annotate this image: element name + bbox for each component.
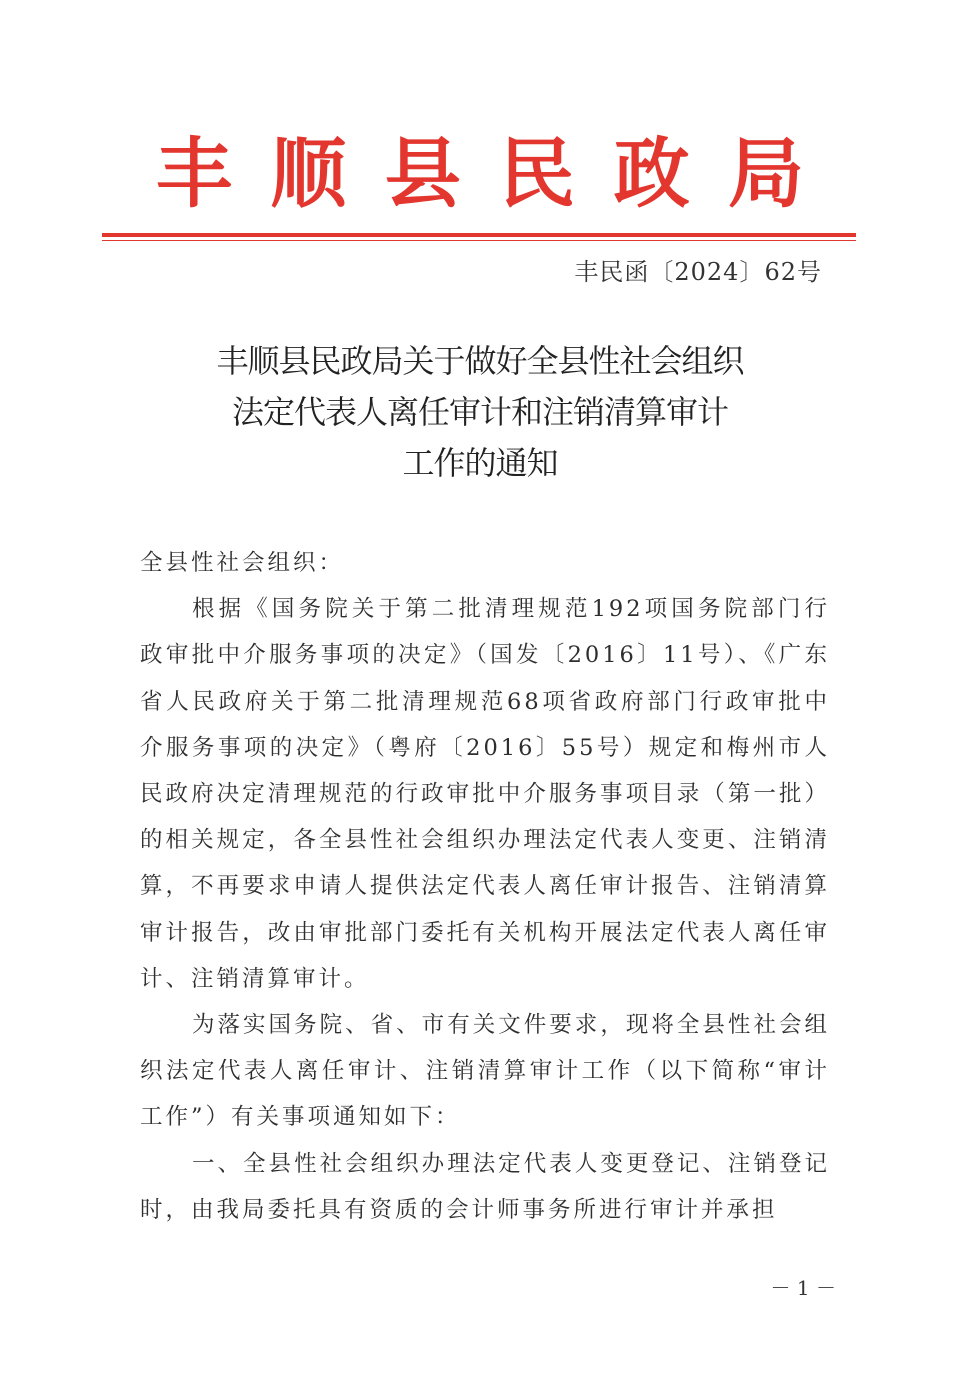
- masthead-char: 民: [499, 129, 576, 218]
- document-number: 丰民函〔2024〕62号: [574, 258, 822, 286]
- masthead-char: 县: [384, 129, 461, 218]
- document-body: [140, 540, 830, 1233]
- salutation: 全县性社会组织：: [140, 550, 345, 576]
- masthead-char: 丰: [156, 129, 232, 218]
- title-line: 丰顺县民政局关于做好全县性社会组织: [216, 342, 744, 380]
- masthead-char: 顺: [270, 129, 347, 218]
- title-line: 工作的通知: [402, 444, 558, 482]
- masthead-char: 政: [613, 129, 690, 218]
- masthead-title: [100, 128, 860, 220]
- red-divider-thick: [102, 233, 856, 237]
- body-paragraph: 一、全县性社会组织办理法定代表人变更登记、注销登记时，由我局委托具有资质的会计师事务所进行审计并承担: [140, 1150, 830, 1223]
- body-paragraph: 为落实国务院、省、市有关文件要求，现将全县性社会组织法定代表人离任审计、注销清算审计工作（以下简称“审计工作”）有关事项通知如下：: [140, 1012, 830, 1131]
- document-title: [100, 336, 860, 489]
- body-paragraph: 根据《国务院关于第二批清理规范192项国务院部门行政审批中介服务事项的决定》（国发〔2016〕11号）、《广东省人民政府关于第二批清理规范68项省政府部门行政审批中介服务事项的决定》（粤府〔2016〕55号）规定和梅州市人民政府决定清理规范的行政审批中介服务事项目录（第一批）的相关规定，各全县性社会组织办理法定代表人变更、注销清算，不再要求申请人提供法定代表人离任审计报告、注销清算审计报告，改由审批部门委托有关机构开展法定代表人离任审计、注销清算审计。: [140, 596, 830, 992]
- page-number: － 1 －: [770, 1276, 836, 1300]
- red-divider-thin: [102, 240, 856, 241]
- title-line: 法定代表人离任审计和注销清算审计: [231, 393, 728, 431]
- masthead-char: 局: [727, 129, 804, 218]
